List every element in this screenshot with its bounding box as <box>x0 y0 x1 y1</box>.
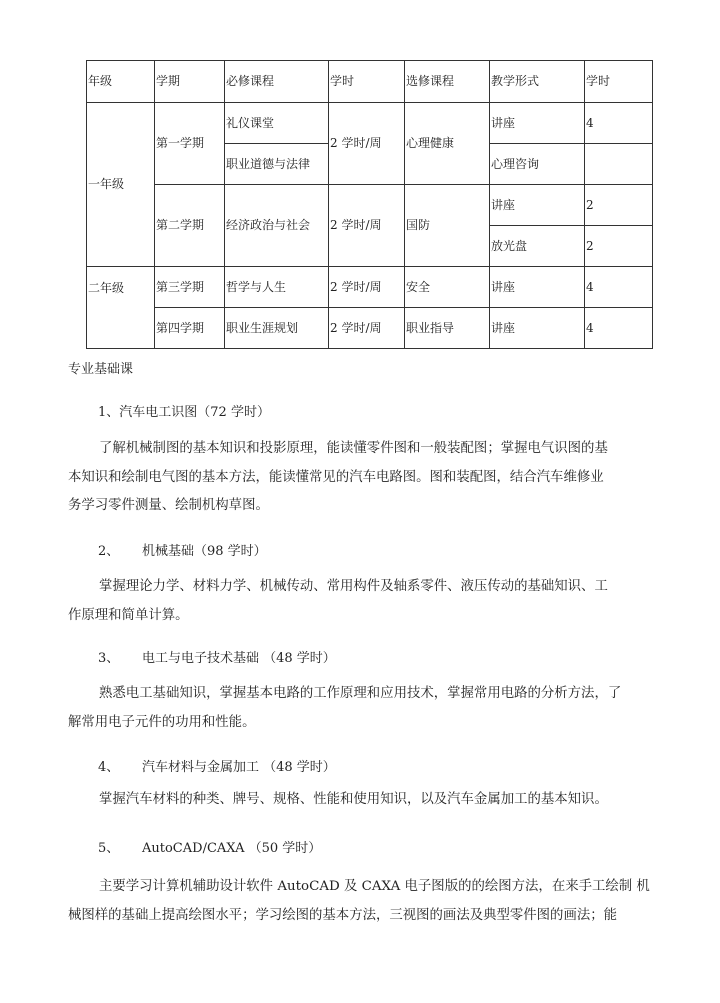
hours-cell: 2 学时/周 <box>329 185 405 267</box>
header-cell: 年级 <box>87 61 155 103</box>
elective-course-cell: 安全 <box>405 267 490 308</box>
course-heading <box>98 401 270 420</box>
paragraph-line: 作原理和简单计算。 <box>68 607 189 623</box>
elective-hours-cell: 2 <box>585 185 653 226</box>
grade-cell: 二年级 <box>87 267 155 349</box>
section-title: 专业基础课 <box>68 362 134 377</box>
paragraph-line: 解常用电子元件的功用和性能。 <box>68 714 256 730</box>
elective-hours-cell: 4 <box>585 103 653 144</box>
hours-cell: 2 学时/周 <box>329 267 405 308</box>
header-cell: 学时 <box>585 61 653 103</box>
header-cell: 学期 <box>155 61 225 103</box>
elective-hours-cell: 4 <box>585 308 653 349</box>
header-cell: 必修课程 <box>225 61 329 103</box>
course-number: 1、 <box>98 405 120 420</box>
elective-course-cell: 国防 <box>405 185 490 267</box>
header-cell: 教学形式 <box>490 61 585 103</box>
course-title: 汽车材料与金属加工 （48 学时） <box>142 760 336 775</box>
teaching-form-cell: 讲座 <box>490 103 585 144</box>
header-cell: 学时 <box>329 61 405 103</box>
required-course-cell: 经济政治与社会 <box>225 185 329 267</box>
teaching-form-cell: 心理咨询 <box>490 144 585 185</box>
teaching-form-cell: 讲座 <box>490 185 585 226</box>
elective-course-cell: 职业指导 <box>405 308 490 349</box>
course-title: AutoCAD/CAXA （50 学时） <box>142 841 322 856</box>
course-schedule-table <box>86 60 653 349</box>
paragraph-line: 掌握理论力学、材料力学、机械传动、常用构件及轴系零件、液压传动的基础知识、工 <box>99 579 608 594</box>
grade-cell: 一年级 <box>87 103 155 267</box>
course-number: 5、 <box>98 841 120 856</box>
course-heading <box>98 756 336 775</box>
required-course-cell: 礼仪课堂 <box>225 103 329 144</box>
paragraph-line: 本知识和绘制电气图的基本方法，能读懂常见的汽车电路图。图和装配图，结合汽车维修业 <box>68 469 604 485</box>
course-description <box>68 873 650 930</box>
course-heading <box>98 647 336 666</box>
table-row <box>87 267 653 308</box>
paragraph-line: 熟悉电工基础知识，掌握基本电路的工作原理和应用技术，掌握常用电路的分析方法，了 <box>99 686 622 701</box>
course-heading <box>98 540 267 559</box>
required-course-cell: 职业道德与法律 <box>225 144 329 185</box>
course-number: 4、 <box>98 760 120 775</box>
paragraph-line: 械图样的基础上提高绘图水平；学习绘图的基本方法，三视图的画法及典型零件图的画法；能 <box>68 907 618 923</box>
semester-cell: 第四学期 <box>155 308 225 349</box>
teaching-form-cell: 放光盘 <box>490 226 585 267</box>
elective-hours-cell <box>585 144 653 185</box>
table-row <box>87 308 653 349</box>
required-course-cell: 哲学与人生 <box>225 267 329 308</box>
semester-cell: 第二学期 <box>155 185 225 267</box>
course-description <box>68 435 608 521</box>
course-number: 2、 <box>98 544 120 559</box>
table-row <box>87 185 653 226</box>
course-title: 汽车电工识图（72 学时） <box>119 405 270 420</box>
paragraph-line: 了解机械制图的基本知识和投影原理，能读懂零件图和一般装配图；掌握电气识图的基 <box>99 441 608 456</box>
course-title: 机械基础（98 学时） <box>142 544 267 559</box>
required-course-cell: 职业生涯规划 <box>225 308 329 349</box>
elective-course-cell: 心理健康 <box>405 103 490 185</box>
elective-hours-cell: 4 <box>585 267 653 308</box>
course-heading <box>98 837 321 856</box>
hours-cell: 2 学时/周 <box>329 308 405 349</box>
elective-hours-cell: 2 <box>585 226 653 267</box>
semester-cell: 第一学期 <box>155 103 225 185</box>
paragraph-line: 掌握汽车材料的种类、牌号、规格、性能和使用知识，以及汽车金属加工的基本知识。 <box>99 792 608 807</box>
semester-cell: 第三学期 <box>155 267 225 308</box>
course-description <box>68 786 608 815</box>
hours-cell: 2 学时/周 <box>329 103 405 185</box>
teaching-form-cell: 讲座 <box>490 267 585 308</box>
teaching-form-cell: 讲座 <box>490 308 585 349</box>
course-description <box>68 680 621 737</box>
course-title: 电工与电子技术基础 （48 学时） <box>142 651 336 666</box>
paragraph-line: 务学习零件测量、绘制机构草图。 <box>68 498 269 513</box>
table-row <box>87 103 653 144</box>
header-cell: 选修课程 <box>405 61 490 103</box>
course-number: 3、 <box>98 651 120 666</box>
table-header-row <box>87 61 653 103</box>
paragraph-line: 主要学习计算机辅助设计软件 AutoCAD 及 CAXA 电子图版的的绘图方法，在来手工绘制 机 <box>99 879 650 894</box>
course-description <box>68 573 608 630</box>
